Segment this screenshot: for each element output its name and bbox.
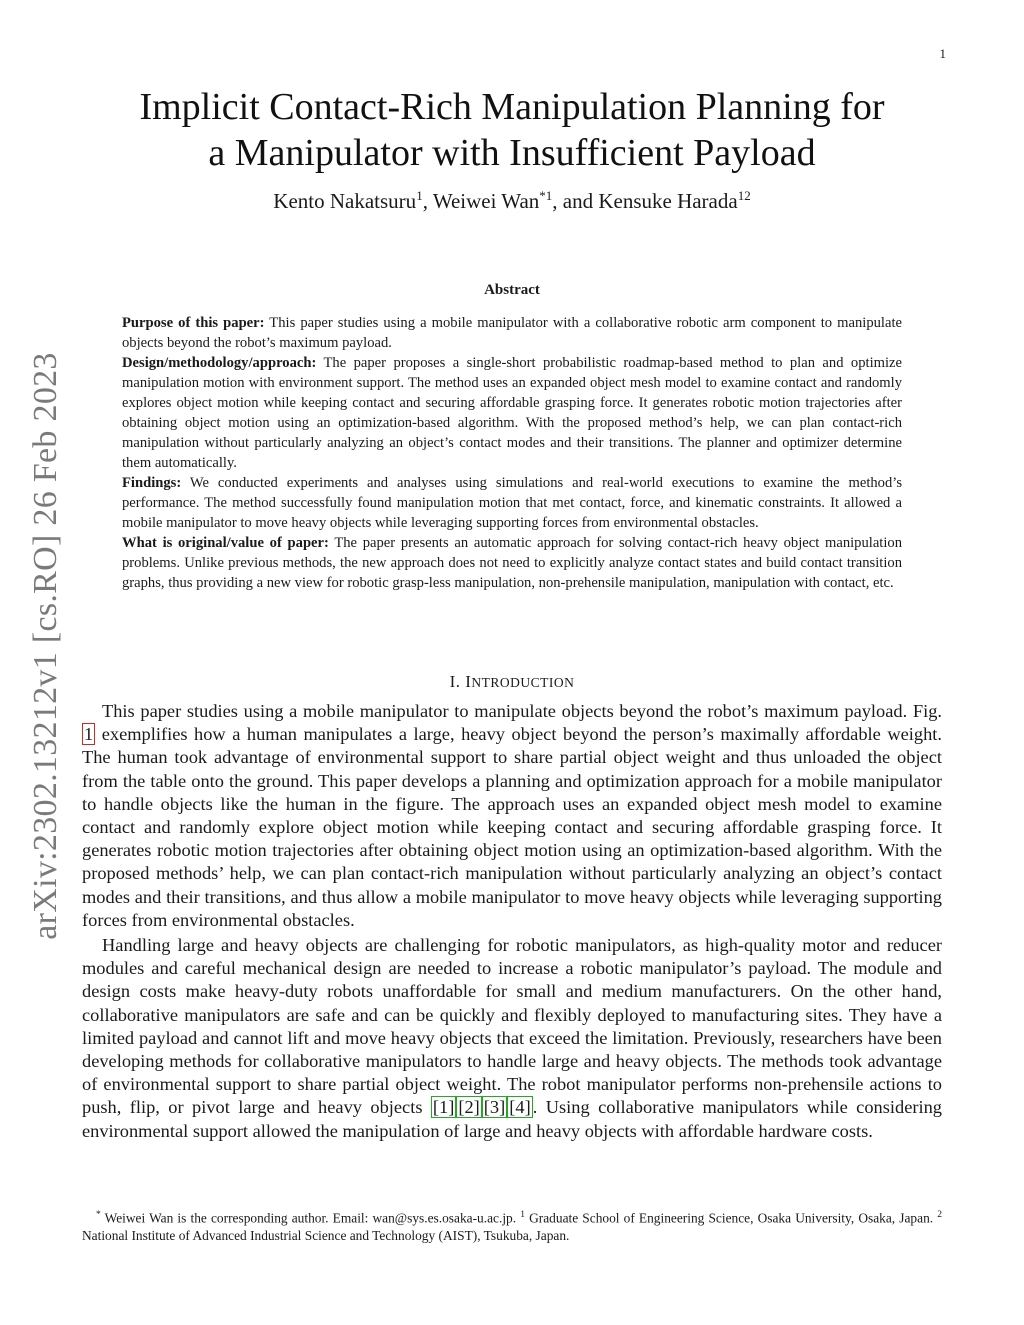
abstract-findings-text: We conducted experiments and analyses using simulations and real-world executions to examine the method’s performance. The method successfully found manipulation motion that met contact, force, and kinematic constraints. It allowed a mobile manipulator to move heavy objects while leveraging supporting forces from environmental obstacles. <box>122 475 902 531</box>
abstract-original-label: What is original/value of paper: <box>122 535 329 551</box>
author-3: Kensuke Harada <box>598 189 738 213</box>
intro-paragraph-2 <box>82 934 942 1143</box>
author-separator: , <box>422 189 433 213</box>
author-separator: , and <box>552 189 599 213</box>
abstract-purpose-label: Purpose of this paper: <box>122 315 265 331</box>
section-numeral: I. I <box>449 672 472 691</box>
figure-link[interactable]: 1 <box>84 724 94 745</box>
footnote-text-1: Weiwei Wan is the corresponding author. Email: wan@sys.es.osaka-u.ac.jp. <box>100 1210 521 1226</box>
abstract-findings <box>122 473 902 533</box>
citation-link-3[interactable]: [3] <box>483 1097 506 1118</box>
abstract <box>122 313 902 593</box>
author-1-affiliation: 1 <box>416 188 423 203</box>
citation-link-4[interactable]: [4] <box>509 1097 531 1118</box>
abstract-design-label: Design/methodology/approach: <box>122 355 317 371</box>
footnote-mark-2: 1 <box>520 1210 525 1220</box>
footnote-mark-1: * <box>96 1210 101 1220</box>
abstract-findings-label: Findings: <box>122 475 182 491</box>
abstract-original <box>122 533 902 593</box>
section-heading-introduction <box>82 672 942 692</box>
author-3-affiliation: 12 <box>737 188 751 203</box>
citation-link-1[interactable]: [1] <box>432 1097 455 1118</box>
introduction-body <box>82 700 942 1143</box>
arxiv-stamp-text: arXiv:2302.13212v1 [cs.RO] 26 Feb 2023 <box>27 352 64 940</box>
author-list <box>82 188 942 214</box>
footnote-text-2: Graduate School of Engineering Science, Osaka University, Osaka, Japan. <box>524 1210 938 1226</box>
footnote <box>82 1206 942 1245</box>
abstract-design <box>122 353 902 473</box>
intro-p1-end: exemplifies how a human manipulates a large, heavy object beyond the person’s maximally affordable weight. The human took advantage of environmental support to share partial object weight and thus unloaded the object from the table onto the ground. This paper develops a planning and optimization approach for a mobile manipulator to handle objects like the human in the figure. The approach uses an expanded object mesh model to examine contact and randomly explore object motion while keeping contact and securing affordable grasping force. It generates robotic motion trajectories after obtaining object motion using an optimization-based algorithm. With the proposed methods’ help, we can plan contact-rich manipulation without particularly analyzing an object’s contact modes and their transitions, and thus allow a mobile manipulator to move heavy objects while leveraging supporting forces from environmental obstacles. <box>82 724 942 930</box>
intro-p2-start: Handling large and heavy objects are challenging for robotic manipulators, as high-quality motor and reducer modules and careful mechanical design are needed to increase a robotic manipulator’s payload. The module and design costs make heavy-duty robots unaffordable for small and medium manufacturers. On the other hand, collaborative manipulators are safe and can be quickly and flexibly deployed to manufacturing sites. They have a limited payload and cannot lift and move heavy objects that exceed the limitation. Previously, researchers have been developing methods for collaborative manipulators to handle large and heavy objects. The methods took advantage of environmental support to share partial object weight. The robot manipulator performs non-prehensile actions to push, flip, or pivot large and heavy objects <box>82 935 942 1118</box>
footnote-text-3: National Institute of Advanced Industrial Science and Technology (AIST), Tsukuba, Japan. <box>82 1228 570 1244</box>
section-title-caps: NTRODUCTION <box>471 675 575 690</box>
abstract-purpose-text: This paper studies using a mobile manipulator with a collaborative robotic arm component to manipulate objects beyond the robot’s maximum payload. <box>122 315 902 351</box>
abstract-original-text: The paper presents an automatic approach for solving contact-rich heavy object manipulation problems. Unlike previous methods, the new approach does not need to explicitly analyze contact states and build contact transition graphs, thus providing a new view for robotic grasp-less manipulation, non-prehensile manipulation, manipulation with contact, etc. <box>122 535 902 591</box>
intro-p2-end: . Using collaborative manipulators while considering environmental support allowed the manipulation of large and heavy objects with affordable hardware costs. <box>82 1097 942 1141</box>
page-number: 1 <box>939 46 946 61</box>
footnote-mark-3: 2 <box>937 1210 942 1220</box>
paper-title <box>82 84 942 176</box>
title-line-2: a Manipulator with Insufficient Payload <box>208 132 816 174</box>
author-2-affiliation: *1 <box>539 188 553 203</box>
abstract-purpose <box>122 313 902 353</box>
abstract-design-text: The paper proposes a single-short probabilistic roadmap-based method to plan and optimize manipulation motion with environment support. The method uses an expanded object mesh model to examine contact and randomly explores object motion while keeping contact and securing affordable grasping force. It generates robotic motion trajectories after obtaining object motion using an optimization-based algorithm. With the proposed method’s help, we can plan contact-rich manipulation without particularly analyzing an object’s contact modes and their transitions. The planner and optimizer determine them automatically. <box>122 355 902 471</box>
author-1: Kento Nakatsuru <box>273 189 417 213</box>
abstract-heading: Abstract <box>484 282 540 298</box>
citation-link-2[interactable]: [2] <box>458 1097 480 1118</box>
title-line-1: Implicit Contact-Rich Manipulation Planning for <box>139 86 885 128</box>
intro-paragraph-1 <box>82 700 942 932</box>
author-2: Weiwei Wan <box>432 189 540 213</box>
intro-p1-start: This paper studies using a mobile manipulator to manipulate objects beyond the robot’s maximum payload. Fig. <box>102 701 942 721</box>
